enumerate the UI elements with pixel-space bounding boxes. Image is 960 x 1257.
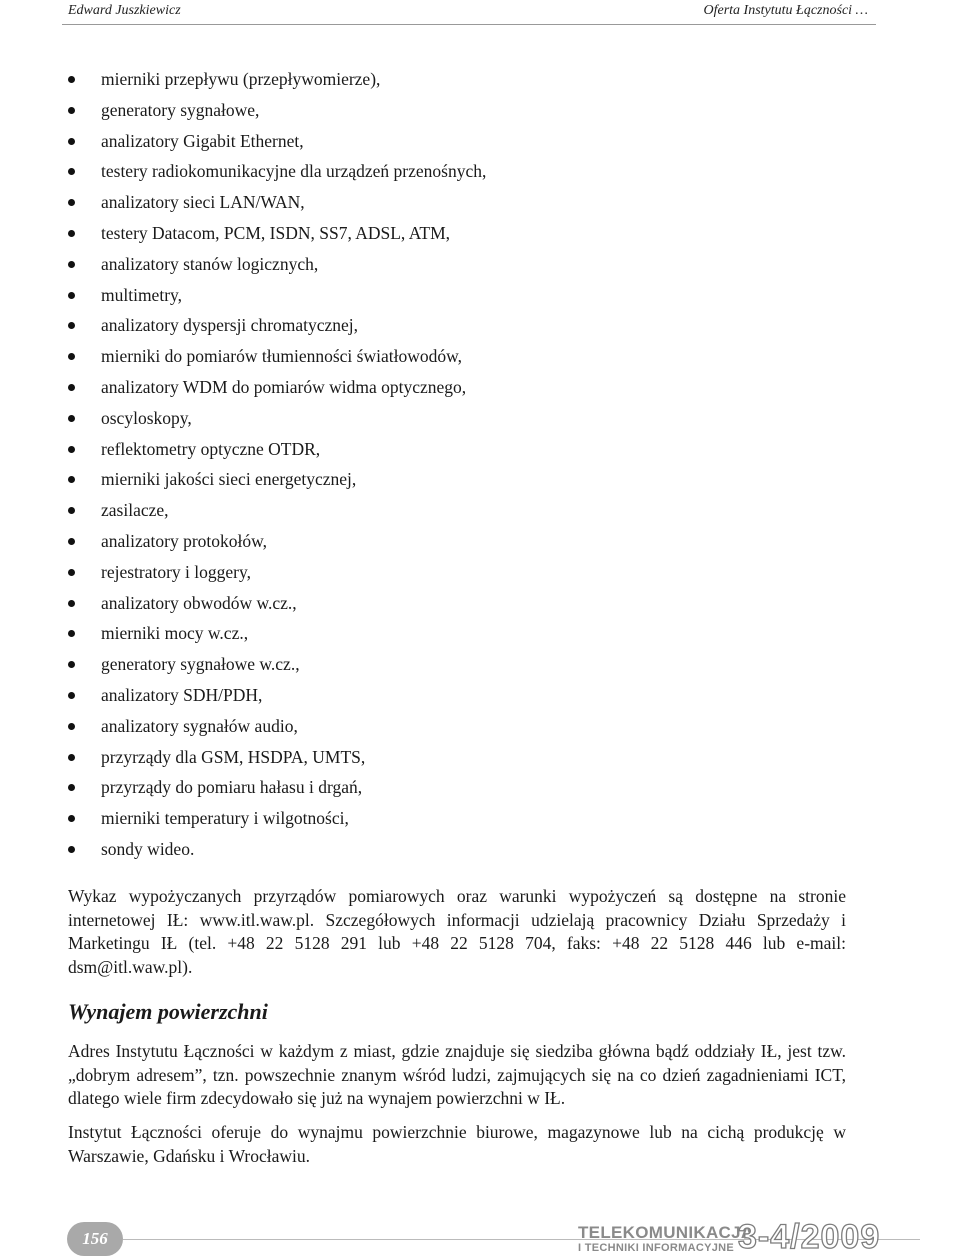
- bullet-dot-icon: [68, 661, 75, 668]
- list-item: [68, 464, 486, 495]
- list-item: [68, 526, 486, 557]
- bullet-dot-icon: [68, 784, 75, 791]
- list-item: [68, 310, 486, 341]
- list-item-text: przyrządy do pomiaru hałasu i drgań,: [101, 777, 363, 798]
- list-item: [68, 649, 486, 680]
- bullet-dot-icon: [68, 600, 75, 607]
- page-number-badge: 156: [67, 1222, 123, 1256]
- list-item: [68, 834, 486, 865]
- list-item-text: multimetry,: [101, 284, 183, 305]
- bullet-dot-icon: [68, 76, 75, 83]
- bullet-dot-icon: [68, 138, 75, 145]
- list-item: [68, 156, 486, 187]
- list-item: [68, 249, 486, 280]
- section-heading: Wynajem powierzchni: [68, 999, 268, 1024]
- list-item: [68, 280, 486, 311]
- list-item-text: testery radiokomunikacyjne dla urządzeń przenośnych,: [101, 161, 487, 182]
- list-item-text: analizatory obwodów w.cz.,: [101, 592, 297, 613]
- bullet-dot-icon: [68, 199, 75, 206]
- bullet-dot-icon: [68, 415, 75, 422]
- list-item: [68, 711, 486, 742]
- bullet-dot-icon: [68, 322, 75, 329]
- list-item: [68, 742, 486, 773]
- header-divider: [62, 24, 876, 25]
- list-item-text: mierniki do pomiarów tłumienności światłowodów,: [101, 346, 462, 367]
- list-item-text: rejestratory i loggery,: [101, 561, 251, 582]
- list-item-text: testery Datacom, PCM, ISDN, SS7, ADSL, ATM,: [101, 222, 451, 243]
- list-item-text: analizatory stanów logicznych,: [101, 253, 319, 274]
- bullet-dot-icon: [68, 723, 75, 730]
- list-item: [68, 187, 486, 218]
- bullet-dot-icon: [68, 446, 75, 453]
- list-item-text: sondy wideo.: [101, 838, 195, 859]
- page-header: [0, 0, 960, 26]
- list-item: [68, 372, 486, 403]
- list-item-text: analizatory SDH/PDH,: [101, 684, 263, 705]
- list-item: [68, 680, 486, 711]
- bullet-dot-icon: [68, 569, 75, 576]
- rental-info-paragraph: Wykaz wypożyczanych przyrządów pomiarowych oraz warunki wypożyczeń są dostępne na stronie internetowej IŁ: www.itl.waw.pl. Szczegółowych informacji udzielają pracownicy Działu Sprzedaży i Marketingu IŁ (tel. +48 22 5128 291 lub +48 22 5128 704, faks: +48 22 5128 446 lub e-mail: dsm@itl.waw.pl).: [68, 886, 846, 977]
- bullet-dot-icon: [68, 292, 75, 299]
- brand-line-1: TELEKOMUNIKACJA: [578, 1223, 754, 1242]
- bullet-dot-icon: [68, 230, 75, 237]
- list-item-text: reflektometry optyczne OTDR,: [101, 438, 321, 459]
- list-item-text: generatory sygnałowe,: [101, 99, 260, 120]
- list-item: [68, 557, 486, 588]
- list-item: [68, 64, 486, 95]
- issue-number: 3-4/2009: [738, 1218, 881, 1256]
- list-item: [68, 588, 486, 619]
- list-item-text: mierniki temperatury i wilgotności,: [101, 808, 349, 829]
- list-item-text: zasilacze,: [101, 500, 169, 521]
- list-item-text: analizatory sygnałów audio,: [101, 715, 298, 736]
- bullet-dot-icon: [68, 353, 75, 360]
- journal-brand: [578, 1224, 753, 1255]
- bullet-dot-icon: [68, 846, 75, 853]
- list-item-text: oscyloskopy,: [101, 407, 192, 428]
- header-author: Edward Juszkiewicz: [68, 3, 181, 18]
- address-info-paragraph: Adres Instytutu Łączności w każdym z miast, gdzie znajduje się siedziba główna bądź oddziały IŁ, jest tzw. „dobrym adresem”, tzn. powszechnie znanym wśród ludzi, zajmujących się na co dzień zagadnieniami ICT, dlatego wiele firm zdecydowało się już na wynajem powierzchni w IŁ.: [68, 1041, 846, 1108]
- list-item-text: analizatory dyspersji chromatycznej,: [101, 315, 359, 336]
- list-item-text: mierniki jakości sieci energetycznej,: [101, 469, 357, 490]
- list-item-text: generatory sygnałowe w.cz.,: [101, 654, 300, 675]
- list-item-text: przyrządy dla GSM, HSDPA, UMTS,: [101, 746, 366, 767]
- list-item: [68, 434, 486, 465]
- list-item: [68, 126, 486, 157]
- bullet-dot-icon: [68, 261, 75, 268]
- bullet-dot-icon: [68, 754, 75, 761]
- bullet-dot-icon: [68, 384, 75, 391]
- list-item: [68, 403, 486, 434]
- bullet-dot-icon: [68, 476, 75, 483]
- equipment-bullet-list: [68, 64, 486, 865]
- bullet-dot-icon: [68, 507, 75, 514]
- bullet-dot-icon: [68, 630, 75, 637]
- bullet-dot-icon: [68, 168, 75, 175]
- list-item: [68, 772, 486, 803]
- list-item: [68, 218, 486, 249]
- list-item: [68, 618, 486, 649]
- list-item: [68, 341, 486, 372]
- list-item: [68, 495, 486, 526]
- bullet-dot-icon: [68, 815, 75, 822]
- offer-info-paragraph: Instytut Łączności oferuje do wynajmu powierzchnie biurowe, magazynowe lub na cichą produkcję w Warszawie, Gdańsku i Wrocławiu.: [68, 1122, 846, 1166]
- list-item: [68, 95, 486, 126]
- bullet-dot-icon: [68, 538, 75, 545]
- bullet-dot-icon: [68, 692, 75, 699]
- list-item-text: mierniki mocy w.cz.,: [101, 623, 249, 644]
- list-item-text: mierniki przepływu (przepływomierze),: [101, 69, 381, 89]
- list-item: [68, 803, 486, 834]
- list-item-text: analizatory sieci LAN/WAN,: [101, 192, 305, 213]
- list-item-text: analizatory Gigabit Ethernet,: [101, 130, 304, 151]
- bullet-dot-icon: [68, 107, 75, 114]
- list-item-text: analizatory protokołów,: [101, 530, 268, 551]
- header-running-title: Oferta Instytutu Łączności …: [703, 3, 868, 18]
- brand-line-2: I TECHNIKI INFORMACYJNE: [578, 1242, 735, 1254]
- list-item-text: analizatory WDM do pomiarów widma optycznego,: [101, 376, 467, 397]
